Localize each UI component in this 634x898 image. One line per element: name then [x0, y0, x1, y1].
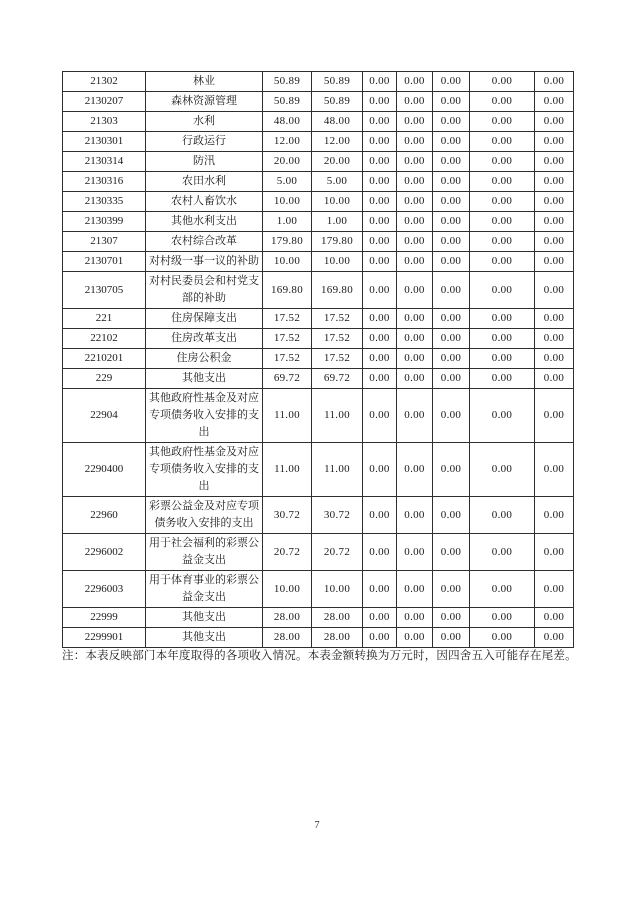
- amount-cell: 0.00: [470, 212, 535, 232]
- budget-code-cell: 21307: [63, 232, 146, 252]
- budget-code-cell: 2299901: [63, 628, 146, 648]
- amount-cell: 20.00: [263, 152, 312, 172]
- budget-code-cell: 21302: [63, 72, 146, 92]
- amount-cell: 28.00: [312, 628, 363, 648]
- amount-cell: 0.00: [363, 172, 397, 192]
- amount-cell: 0.00: [397, 329, 433, 349]
- budget-code-cell: 2130316: [63, 172, 146, 192]
- amount-cell: 69.72: [312, 369, 363, 389]
- amount-cell: 0.00: [363, 152, 397, 172]
- budget-item-name-cell: 其他政府性基金及对应专项债务收入安排的支出: [146, 389, 263, 443]
- amount-cell: 50.89: [312, 72, 363, 92]
- amount-cell: 0.00: [363, 608, 397, 628]
- budget-code-cell: 2296003: [63, 571, 146, 608]
- amount-cell: 0.00: [433, 608, 470, 628]
- budget-code-cell: 21303: [63, 112, 146, 132]
- amount-cell: 0.00: [433, 309, 470, 329]
- amount-cell: 0.00: [363, 497, 397, 534]
- amount-cell: 0.00: [363, 443, 397, 497]
- amount-cell: 0.00: [433, 628, 470, 648]
- amount-cell: 0.00: [363, 571, 397, 608]
- amount-cell: 50.89: [312, 92, 363, 112]
- table-row: [63, 172, 574, 192]
- amount-cell: 11.00: [312, 443, 363, 497]
- page-content: [62, 71, 577, 664]
- table-row: [63, 272, 574, 309]
- amount-cell: 0.00: [535, 172, 574, 192]
- amount-cell: 0.00: [535, 497, 574, 534]
- amount-cell: 0.00: [433, 152, 470, 172]
- budget-item-name-cell: 用于社会福利的彩票公益金支出: [146, 534, 263, 571]
- table-row: [63, 608, 574, 628]
- amount-cell: 0.00: [397, 252, 433, 272]
- amount-cell: 50.89: [263, 72, 312, 92]
- amount-cell: 0.00: [535, 443, 574, 497]
- amount-cell: 0.00: [433, 132, 470, 152]
- amount-cell: 0.00: [397, 172, 433, 192]
- amount-cell: 0.00: [433, 349, 470, 369]
- amount-cell: 0.00: [470, 112, 535, 132]
- amount-cell: 0.00: [433, 329, 470, 349]
- amount-cell: 179.80: [312, 232, 363, 252]
- amount-cell: 0.00: [470, 389, 535, 443]
- amount-cell: 0.00: [470, 72, 535, 92]
- amount-cell: 0.00: [535, 534, 574, 571]
- budget-item-name-cell: 其他水利支出: [146, 212, 263, 232]
- budget-code-cell: 2130301: [63, 132, 146, 152]
- amount-cell: 0.00: [535, 628, 574, 648]
- amount-cell: 0.00: [363, 628, 397, 648]
- budget-item-name-cell: 对村级一事一议的补助: [146, 252, 263, 272]
- budget-code-cell: 2296002: [63, 534, 146, 571]
- table-row: [63, 212, 574, 232]
- amount-cell: 0.00: [397, 132, 433, 152]
- budget-code-cell: 2210201: [63, 349, 146, 369]
- amount-cell: 0.00: [433, 272, 470, 309]
- amount-cell: 0.00: [535, 309, 574, 329]
- amount-cell: 0.00: [470, 534, 535, 571]
- budget-item-name-cell: 农村综合改革: [146, 232, 263, 252]
- table-row: [63, 443, 574, 497]
- amount-cell: 10.00: [312, 192, 363, 212]
- amount-cell: 20.72: [312, 534, 363, 571]
- amount-cell: 0.00: [470, 369, 535, 389]
- amount-cell: 10.00: [312, 252, 363, 272]
- amount-cell: 17.52: [312, 309, 363, 329]
- amount-cell: 11.00: [263, 443, 312, 497]
- table-row: [63, 389, 574, 443]
- amount-cell: 0.00: [363, 212, 397, 232]
- amount-cell: 0.00: [433, 369, 470, 389]
- budget-code-cell: 2290400: [63, 443, 146, 497]
- amount-cell: 10.00: [263, 192, 312, 212]
- budget-code-cell: 2130314: [63, 152, 146, 172]
- table-row: [63, 72, 574, 92]
- budget-item-name-cell: 其他支出: [146, 369, 263, 389]
- table-row: [63, 349, 574, 369]
- budget-item-name-cell: 农田水利: [146, 172, 263, 192]
- amount-cell: 0.00: [397, 349, 433, 369]
- amount-cell: 0.00: [433, 192, 470, 212]
- amount-cell: 0.00: [363, 192, 397, 212]
- budget-item-name-cell: 其他支出: [146, 628, 263, 648]
- amount-cell: 0.00: [470, 272, 535, 309]
- amount-cell: 20.72: [263, 534, 312, 571]
- amount-cell: 10.00: [263, 571, 312, 608]
- amount-cell: 0.00: [433, 172, 470, 192]
- table-row: [63, 92, 574, 112]
- amount-cell: 0.00: [397, 272, 433, 309]
- budget-item-name-cell: 行政运行: [146, 132, 263, 152]
- budget-item-name-cell: 对村民委员会和村党支部的补助: [146, 272, 263, 309]
- budget-item-name-cell: 住房保障支出: [146, 309, 263, 329]
- amount-cell: 17.52: [312, 329, 363, 349]
- table-row: [63, 497, 574, 534]
- budget-item-name-cell: 用于体育事业的彩票公益金支出: [146, 571, 263, 608]
- amount-cell: 0.00: [363, 132, 397, 152]
- amount-cell: 1.00: [312, 212, 363, 232]
- amount-cell: 48.00: [312, 112, 363, 132]
- amount-cell: 0.00: [397, 232, 433, 252]
- amount-cell: 0.00: [397, 192, 433, 212]
- amount-cell: 0.00: [397, 212, 433, 232]
- amount-cell: 12.00: [263, 132, 312, 152]
- amount-cell: 0.00: [433, 112, 470, 132]
- amount-cell: 0.00: [470, 172, 535, 192]
- budget-item-name-cell: 水利: [146, 112, 263, 132]
- income-table-body: [63, 72, 574, 648]
- amount-cell: 0.00: [470, 349, 535, 369]
- table-row: [63, 252, 574, 272]
- budget-code-cell: 2130399: [63, 212, 146, 232]
- amount-cell: 0.00: [433, 252, 470, 272]
- amount-cell: 0.00: [397, 152, 433, 172]
- amount-cell: 0.00: [397, 72, 433, 92]
- amount-cell: 0.00: [363, 329, 397, 349]
- amount-cell: 48.00: [263, 112, 312, 132]
- amount-cell: 0.00: [470, 92, 535, 112]
- amount-cell: 0.00: [363, 309, 397, 329]
- amount-cell: 28.00: [263, 628, 312, 648]
- table-row: [63, 309, 574, 329]
- amount-cell: 0.00: [433, 497, 470, 534]
- amount-cell: 30.72: [263, 497, 312, 534]
- amount-cell: 0.00: [470, 443, 535, 497]
- amount-cell: 0.00: [470, 497, 535, 534]
- amount-cell: 0.00: [363, 349, 397, 369]
- amount-cell: 0.00: [535, 72, 574, 92]
- amount-cell: 0.00: [470, 571, 535, 608]
- amount-cell: 1.00: [263, 212, 312, 232]
- amount-cell: 0.00: [363, 272, 397, 309]
- amount-cell: 0.00: [535, 608, 574, 628]
- amount-cell: 0.00: [397, 628, 433, 648]
- amount-cell: 0.00: [397, 369, 433, 389]
- amount-cell: 0.00: [363, 534, 397, 571]
- amount-cell: 0.00: [535, 349, 574, 369]
- amount-cell: 0.00: [535, 232, 574, 252]
- budget-code-cell: 2130335: [63, 192, 146, 212]
- amount-cell: 0.00: [433, 232, 470, 252]
- table-footnote: 注：本表反映部门本年度取得的各项收入情况。本表金额转换为万元时，因四舍五入可能存在尾差。: [62, 650, 577, 662]
- amount-cell: 0.00: [470, 232, 535, 252]
- budget-code-cell: 221: [63, 309, 146, 329]
- budget-code-cell: 2130207: [63, 92, 146, 112]
- amount-cell: 0.00: [470, 309, 535, 329]
- table-row: [63, 571, 574, 608]
- amount-cell: 0.00: [363, 92, 397, 112]
- amount-cell: 0.00: [470, 132, 535, 152]
- amount-cell: 0.00: [397, 112, 433, 132]
- table-row: [63, 132, 574, 152]
- amount-cell: 0.00: [470, 192, 535, 212]
- amount-cell: 10.00: [263, 252, 312, 272]
- amount-cell: 0.00: [397, 571, 433, 608]
- amount-cell: 0.00: [397, 534, 433, 571]
- table-row: [63, 628, 574, 648]
- amount-cell: 0.00: [397, 443, 433, 497]
- amount-cell: 28.00: [312, 608, 363, 628]
- amount-cell: 0.00: [470, 329, 535, 349]
- amount-cell: 0.00: [397, 309, 433, 329]
- budget-code-cell: 22102: [63, 329, 146, 349]
- budget-item-name-cell: 防汛: [146, 152, 263, 172]
- amount-cell: 69.72: [263, 369, 312, 389]
- table-row: [63, 232, 574, 252]
- page-number: 7: [314, 820, 320, 831]
- amount-cell: 0.00: [535, 92, 574, 112]
- budget-code-cell: 2130701: [63, 252, 146, 272]
- amount-cell: 0.00: [363, 389, 397, 443]
- amount-cell: 0.00: [535, 152, 574, 172]
- amount-cell: 0.00: [535, 272, 574, 309]
- budget-code-cell: 2130705: [63, 272, 146, 309]
- budget-code-cell: 229: [63, 369, 146, 389]
- amount-cell: 0.00: [363, 112, 397, 132]
- budget-item-name-cell: 住房改革支出: [146, 329, 263, 349]
- amount-cell: 50.89: [263, 92, 312, 112]
- table-row: [63, 112, 574, 132]
- amount-cell: 0.00: [470, 608, 535, 628]
- amount-cell: 10.00: [312, 571, 363, 608]
- amount-cell: 0.00: [363, 252, 397, 272]
- amount-cell: 0.00: [397, 497, 433, 534]
- amount-cell: 28.00: [263, 608, 312, 628]
- amount-cell: 17.52: [263, 309, 312, 329]
- amount-cell: 12.00: [312, 132, 363, 152]
- amount-cell: 5.00: [263, 172, 312, 192]
- amount-cell: 0.00: [363, 232, 397, 252]
- amount-cell: 0.00: [397, 608, 433, 628]
- amount-cell: 30.72: [312, 497, 363, 534]
- amount-cell: 0.00: [535, 112, 574, 132]
- amount-cell: 179.80: [263, 232, 312, 252]
- amount-cell: 17.52: [263, 349, 312, 369]
- amount-cell: 0.00: [397, 389, 433, 443]
- amount-cell: 11.00: [263, 389, 312, 443]
- budget-item-name-cell: 其他支出: [146, 608, 263, 628]
- table-row: [63, 369, 574, 389]
- amount-cell: 0.00: [535, 369, 574, 389]
- amount-cell: 0.00: [535, 389, 574, 443]
- amount-cell: 5.00: [312, 172, 363, 192]
- amount-cell: 0.00: [433, 92, 470, 112]
- amount-cell: 169.80: [263, 272, 312, 309]
- amount-cell: 0.00: [433, 212, 470, 232]
- table-row: [63, 152, 574, 172]
- budget-code-cell: 22960: [63, 497, 146, 534]
- amount-cell: 11.00: [312, 389, 363, 443]
- amount-cell: 0.00: [433, 389, 470, 443]
- amount-cell: 0.00: [535, 329, 574, 349]
- amount-cell: 0.00: [433, 571, 470, 608]
- budget-item-name-cell: 农村人畜饮水: [146, 192, 263, 212]
- amount-cell: 0.00: [535, 252, 574, 272]
- amount-cell: 0.00: [470, 628, 535, 648]
- amount-cell: 0.00: [433, 443, 470, 497]
- amount-cell: 0.00: [470, 152, 535, 172]
- budget-code-cell: 22904: [63, 389, 146, 443]
- amount-cell: 20.00: [312, 152, 363, 172]
- budget-item-name-cell: 彩票公益金及对应专项债务收入安排的支出: [146, 497, 263, 534]
- amount-cell: 17.52: [263, 329, 312, 349]
- amount-cell: 0.00: [535, 212, 574, 232]
- amount-cell: 0.00: [470, 252, 535, 272]
- budget-item-name-cell: 住房公积金: [146, 349, 263, 369]
- table-row: [63, 192, 574, 212]
- budget-item-name-cell: 林业: [146, 72, 263, 92]
- budget-code-cell: 22999: [63, 608, 146, 628]
- amount-cell: 0.00: [363, 369, 397, 389]
- amount-cell: 0.00: [535, 132, 574, 152]
- budget-item-name-cell: 森林资源管理: [146, 92, 263, 112]
- amount-cell: 0.00: [535, 571, 574, 608]
- amount-cell: 17.52: [312, 349, 363, 369]
- amount-cell: 169.80: [312, 272, 363, 309]
- amount-cell: 0.00: [433, 534, 470, 571]
- budget-item-name-cell: 其他政府性基金及对应专项债务收入安排的支出: [146, 443, 263, 497]
- table-row: [63, 329, 574, 349]
- amount-cell: 0.00: [535, 192, 574, 212]
- income-table: [62, 71, 574, 648]
- amount-cell: 0.00: [397, 92, 433, 112]
- table-row: [63, 534, 574, 571]
- amount-cell: 0.00: [433, 72, 470, 92]
- amount-cell: 0.00: [363, 72, 397, 92]
